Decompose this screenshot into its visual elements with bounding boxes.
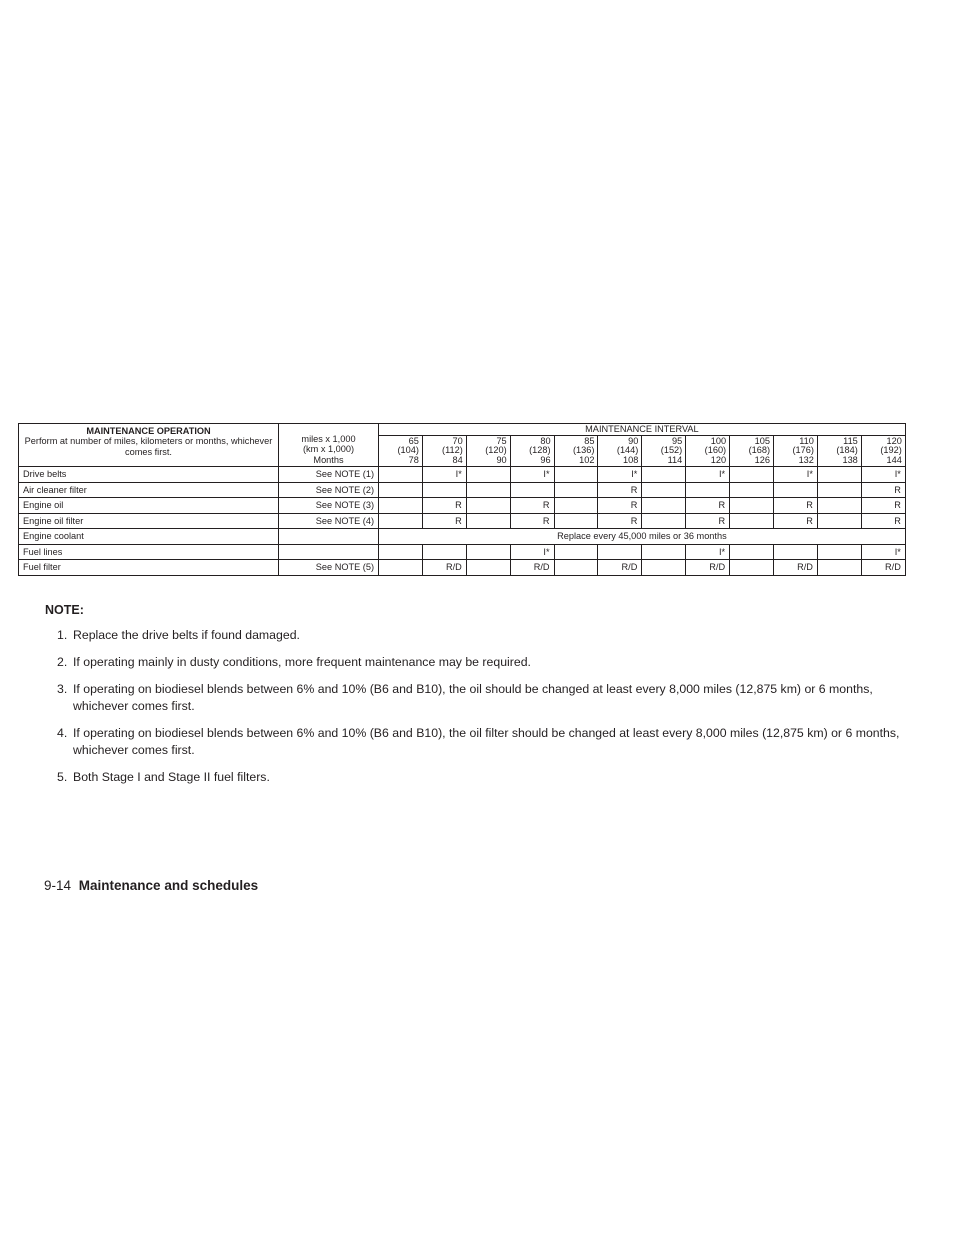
note-number: 1. bbox=[57, 628, 68, 642]
interval-mo: 126 bbox=[754, 454, 771, 465]
interval-cell bbox=[642, 467, 686, 483]
interval-km: (136) bbox=[573, 445, 595, 456]
interval-km: (168) bbox=[748, 445, 771, 456]
operation-name: Engine oil filter bbox=[19, 513, 279, 529]
interval-cell bbox=[774, 482, 818, 498]
notes-section bbox=[45, 602, 905, 796]
note-reference: See NOTE (4) bbox=[279, 513, 379, 529]
note-item bbox=[45, 654, 905, 671]
page-footer bbox=[44, 878, 258, 893]
maintenance-table-container bbox=[18, 423, 905, 576]
interval-mi: 95 bbox=[672, 436, 683, 446]
interval-cell: R bbox=[598, 482, 642, 498]
interval-cell: I* bbox=[861, 544, 905, 560]
note-number: 2. bbox=[57, 655, 68, 669]
interval-cell bbox=[422, 482, 466, 498]
interval-column-header bbox=[686, 436, 730, 467]
table-row bbox=[19, 467, 906, 483]
note-reference: See NOTE (2) bbox=[279, 482, 379, 498]
interval-cell: R bbox=[510, 498, 554, 514]
note-text: If operating on biodiesel blends between 6% and 10% (B6 and B10), the oil filter should be changed at least every 8,000 miles (12,875 km) or 6 months, whichever comes first. bbox=[73, 726, 900, 757]
interval-cell bbox=[554, 560, 598, 576]
interval-km: (120) bbox=[485, 445, 507, 456]
interval-mo: 120 bbox=[710, 454, 727, 465]
note-number: 4. bbox=[57, 726, 68, 740]
units-miles: miles x 1,000 bbox=[301, 434, 356, 444]
interval-cell bbox=[510, 482, 554, 498]
interval-mo: 138 bbox=[842, 454, 858, 465]
note-reference: See NOTE (3) bbox=[279, 498, 379, 514]
interval-cell: R bbox=[686, 513, 730, 529]
note-item bbox=[45, 627, 905, 644]
interval-cell: I* bbox=[686, 467, 730, 483]
interval-mo: 144 bbox=[886, 454, 902, 465]
interval-mi: 100 bbox=[710, 436, 727, 446]
note-reference bbox=[279, 529, 379, 545]
interval-cell bbox=[730, 544, 774, 560]
interval-cell bbox=[554, 467, 598, 483]
interval-cell bbox=[642, 498, 686, 514]
table-row bbox=[19, 544, 906, 560]
interval-km: (192) bbox=[880, 445, 902, 456]
interval-cell bbox=[379, 482, 423, 498]
interval-cell bbox=[466, 467, 510, 483]
interval-mi: 75 bbox=[496, 436, 507, 446]
interval-cell bbox=[642, 560, 686, 576]
interval-cell: R bbox=[774, 498, 818, 514]
units-header bbox=[279, 424, 379, 467]
interval-mo: 96 bbox=[540, 454, 551, 465]
interval-cell: R/D bbox=[422, 560, 466, 576]
maintenance-table bbox=[18, 423, 906, 576]
interval-cell bbox=[730, 513, 774, 529]
interval-column-header bbox=[861, 436, 905, 467]
interval-mi: 65 bbox=[408, 436, 419, 446]
interval-cell bbox=[642, 544, 686, 560]
interval-cell bbox=[642, 482, 686, 498]
interval-cell: R bbox=[598, 498, 642, 514]
interval-cell bbox=[554, 482, 598, 498]
interval-cell bbox=[686, 482, 730, 498]
interval-mo: 78 bbox=[408, 454, 419, 465]
note-item bbox=[45, 681, 905, 715]
operation-title: MAINTENANCE OPERATION bbox=[86, 426, 211, 436]
interval-column-header bbox=[422, 436, 466, 467]
table-row bbox=[19, 513, 906, 529]
page-number: 9-14 bbox=[44, 878, 72, 893]
interval-cell bbox=[730, 560, 774, 576]
interval-mi: 85 bbox=[584, 436, 595, 446]
interval-cell: R/D bbox=[861, 560, 905, 576]
interval-cell: R/D bbox=[774, 560, 818, 576]
interval-cell bbox=[466, 560, 510, 576]
section-title: Maintenance and schedules bbox=[78, 878, 259, 893]
interval-km: (112) bbox=[442, 445, 463, 456]
interval-cell bbox=[817, 544, 861, 560]
note-reference bbox=[279, 544, 379, 560]
interval-column-header bbox=[817, 436, 861, 467]
interval-cell bbox=[554, 513, 598, 529]
interval-column-header bbox=[774, 436, 818, 467]
operation-name: Air cleaner filter bbox=[19, 482, 279, 498]
interval-cell: R bbox=[686, 498, 730, 514]
interval-cell: I* bbox=[774, 467, 818, 483]
interval-cell: R/D bbox=[510, 560, 554, 576]
interval-km: (176) bbox=[792, 445, 814, 456]
table-row bbox=[19, 482, 906, 498]
interval-cell: R bbox=[861, 482, 905, 498]
interval-cell bbox=[817, 498, 861, 514]
interval-cell bbox=[379, 544, 423, 560]
interval-span-cell: Replace every 45,000 miles or 36 months bbox=[379, 529, 906, 545]
interval-column-header bbox=[642, 436, 686, 467]
operation-name: Fuel filter bbox=[19, 560, 279, 576]
interval-mi: 70 bbox=[452, 436, 463, 446]
note-item bbox=[45, 769, 905, 786]
interval-cell bbox=[730, 467, 774, 483]
notes-list bbox=[45, 627, 905, 786]
interval-cell bbox=[466, 498, 510, 514]
interval-cell: R bbox=[422, 498, 466, 514]
operation-name: Fuel lines bbox=[19, 544, 279, 560]
interval-cell bbox=[730, 482, 774, 498]
interval-cell: I* bbox=[422, 467, 466, 483]
interval-cell bbox=[554, 498, 598, 514]
interval-mo: 132 bbox=[798, 454, 814, 465]
interval-mo: 90 bbox=[496, 454, 507, 465]
interval-cell: I* bbox=[861, 467, 905, 483]
interval-km: (128) bbox=[529, 445, 551, 456]
interval-column-header bbox=[466, 436, 510, 467]
interval-cell bbox=[379, 513, 423, 529]
operation-header bbox=[19, 424, 279, 467]
interval-km: (152) bbox=[660, 445, 683, 456]
interval-km: (144) bbox=[616, 445, 639, 456]
interval-column-header bbox=[510, 436, 554, 467]
note-item bbox=[45, 725, 905, 759]
interval-title: MAINTENANCE INTERVAL bbox=[379, 424, 906, 436]
operation-name: Engine coolant bbox=[19, 529, 279, 545]
interval-cell bbox=[730, 498, 774, 514]
note-text: If operating mainly in dusty conditions, more frequent maintenance may be required. bbox=[73, 655, 531, 669]
interval-cell: R bbox=[861, 513, 905, 529]
interval-cell: R bbox=[422, 513, 466, 529]
note-text: If operating on biodiesel blends between 6% and 10% (B6 and B10), the oil should be changed at least every 8,000 miles (12,875 km) or 6 months, whichever comes first. bbox=[73, 682, 873, 713]
interval-column-header bbox=[379, 436, 423, 467]
interval-cell: R bbox=[774, 513, 818, 529]
maintenance-table-body bbox=[19, 467, 906, 576]
note-text: Both Stage I and Stage II fuel filters. bbox=[73, 770, 270, 784]
interval-column-header bbox=[598, 436, 642, 467]
notes-title: NOTE: bbox=[45, 603, 84, 617]
interval-cell bbox=[466, 544, 510, 560]
interval-mi: 90 bbox=[628, 436, 639, 446]
interval-cell: R/D bbox=[686, 560, 730, 576]
interval-mo: 84 bbox=[452, 454, 463, 465]
interval-km: (184) bbox=[836, 445, 858, 456]
interval-mo: 114 bbox=[667, 454, 683, 465]
interval-mi: 80 bbox=[540, 436, 551, 446]
interval-cell bbox=[554, 544, 598, 560]
interval-cell bbox=[817, 467, 861, 483]
interval-mo: 102 bbox=[579, 454, 595, 465]
interval-cell bbox=[466, 513, 510, 529]
interval-cell: I* bbox=[510, 544, 554, 560]
note-reference: See NOTE (1) bbox=[279, 467, 379, 483]
operation-subtitle: Perform at number of miles, kilometers or months, whichever comes first. bbox=[24, 436, 273, 457]
interval-cell: R bbox=[510, 513, 554, 529]
interval-mi: 120 bbox=[886, 436, 902, 446]
interval-mi: 115 bbox=[843, 436, 858, 446]
table-row bbox=[19, 529, 906, 545]
interval-cell bbox=[817, 560, 861, 576]
interval-mi: 105 bbox=[754, 436, 771, 446]
interval-cell bbox=[379, 467, 423, 483]
interval-cell bbox=[817, 513, 861, 529]
interval-cell: I* bbox=[598, 467, 642, 483]
units-months: Months bbox=[313, 454, 344, 465]
interval-cell: R bbox=[861, 498, 905, 514]
note-text: Replace the drive belts if found damaged. bbox=[73, 628, 300, 642]
interval-km: (104) bbox=[397, 445, 419, 456]
interval-km: (160) bbox=[704, 445, 727, 456]
interval-cell bbox=[422, 544, 466, 560]
interval-cell bbox=[642, 513, 686, 529]
table-row bbox=[19, 498, 906, 514]
interval-cell: I* bbox=[510, 467, 554, 483]
note-reference: See NOTE (5) bbox=[279, 560, 379, 576]
note-number: 5. bbox=[57, 770, 68, 784]
interval-mi: 110 bbox=[799, 436, 814, 446]
interval-cell: R/D bbox=[598, 560, 642, 576]
table-row bbox=[19, 560, 906, 576]
interval-cell: I* bbox=[686, 544, 730, 560]
note-number: 3. bbox=[57, 682, 68, 696]
interval-column-header bbox=[554, 436, 598, 467]
interval-column-header bbox=[730, 436, 774, 467]
interval-cell bbox=[379, 498, 423, 514]
interval-cell bbox=[774, 544, 818, 560]
operation-name: Drive belts bbox=[19, 467, 279, 483]
interval-cell bbox=[466, 482, 510, 498]
interval-mo: 108 bbox=[623, 454, 639, 465]
interval-cell: R bbox=[598, 513, 642, 529]
interval-cell bbox=[598, 544, 642, 560]
operation-name: Engine oil bbox=[19, 498, 279, 514]
interval-cell bbox=[379, 560, 423, 576]
units-km: (km x 1,000) bbox=[302, 444, 355, 455]
interval-cell bbox=[817, 482, 861, 498]
